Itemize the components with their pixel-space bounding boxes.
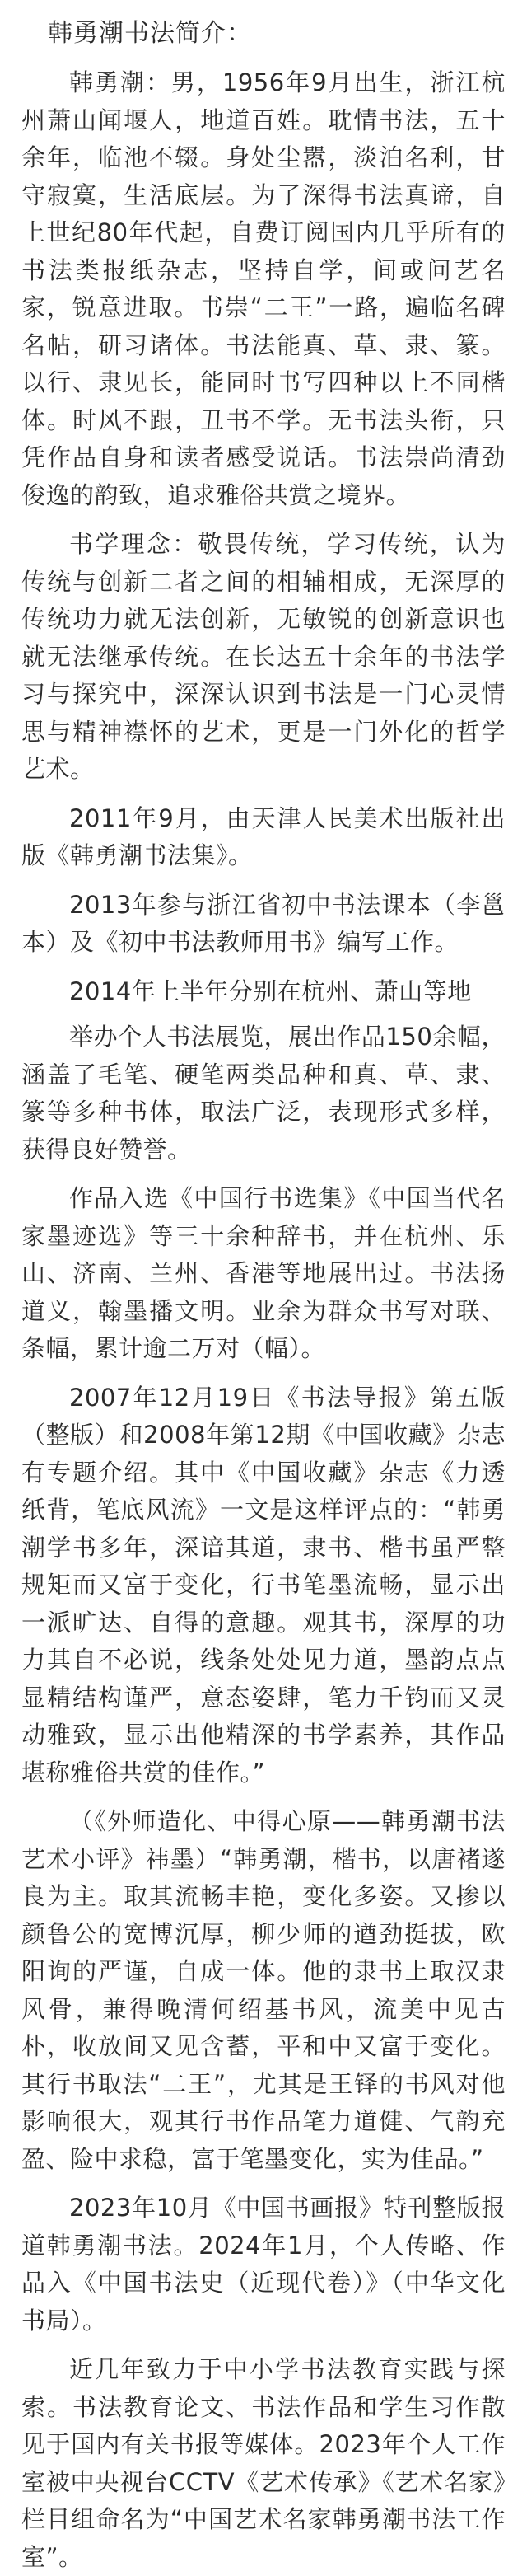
paragraph-biography: 韩勇潮：男，1956年9月出生，浙江杭州萧山闻堰人，地道百姓。耽情书法，五十余年，临池不辍。身处尘嚣，淡泊名利，甘守寂寞，生活底层。为了深得书法真谛，自上世纪80年代起，自费订阅国内几乎所有的书法类报纸杂志，坚持自学，间或问艺名家，锐意进取。书崇“二王”一路，遍临名碑名帖，研习诸体。书法能真、草、隶、篆。以行、隶见长，能同时书写四种以上不同楷体。时风不跟，丑书不学。无书法头衔，只凭作品自身和读者感受说话。书法崇尚清劲俊逸的韵致，追求雅俗共赏之境界。 (21, 68, 506, 509)
paragraph-2011-book: 2011年9月，由天津人民美术出版社出版《韩勇潮书法集》。 (21, 803, 506, 869)
paragraph-education: 近几年致力于中小学书法教育实践与探索。书法教育论文、书法作品和学生习作散见于国内有关书报等媒体。2023年个人工作室被中央视台CCTV《艺术传承》《艺术名家》栏目组命名为“中国艺术名家韩勇潮书法工作室”。 (21, 2355, 506, 2571)
paragraph-anthologies: 作品入选《中国行书选集》《中国当代名家墨迹选》等三十余种辞书，并在杭州、乐山、济南、兰州、香港等地展出过。书法扬道义，翰墨播文明。业余为群众书写对联、条幅，累计逾二万对（幅）。 (21, 1184, 506, 1362)
paragraph-press-2007-2008: 2007年12月19日《书法导报》第五版（整版）和2008年第12期《中国收藏》杂志有专题介绍。其中《中国收藏》杂志《力透纸背，笔底风流》一文是这样评点的：“韩勇潮学书多年，深谙其道，隶书、楷书虽严整规矩而又富于变化，行书笔墨流畅，显示出一派旷达、自得的意趣。观其书，深厚的功力其自不必说，线条处处见力道，墨韵点点显精结构谨严，意态姿肆，笔力千钧而又灵动雅致，显示出他精深的书学素养，其作品堪称雅俗共赏的佳作。” (21, 1383, 506, 1787)
paragraph-2014-exhibition: 举办个人书法展览，展出作品150余幅，涵盖了毛笔、硬笔两类品种和真、草、隶、篆等多种书体，取法广泛，表现形式多样，获得良好赞誉。 (21, 1023, 506, 1164)
paragraph-2014-locations: 2014年上半年分别在杭州、萧山等地 (69, 977, 472, 1005)
paragraph-philosophy: 书学理念：敬畏传统，学习传统，认为传统与创新二者之间的相辅相成，无深厚的传统功力就无法创新，无敏锐的创新意识也就无法继承传统。在长达五十余年的书法学习与探究中，深深认识到书法是一门心灵情思与精神襟怀的艺术，更是一门外化的哲学艺术。 (21, 530, 506, 783)
paragraph-2013-textbook: 2013年参与浙江省初中书法课本（李邕本）及《初中书法教师用书》编写工作。 (21, 890, 506, 956)
paragraph-2023-2024: 2023年10月《中国书画报》特刊整版报道韩勇潮书法。2024年1月，个人传略、作品入《中国书法史（近现代卷）》（中华文化书局）。 (21, 2194, 506, 2335)
paragraph-critique: （《外师造化、中得心原——韩勇潮书法艺术小评》祎墨）“韩勇潮，楷书，以唐褚遂良为主。取其流畅丰艳，变化多姿。又掺以颜鲁公的宽博沉厚，柳少师的遒劲挺拔，欧阳询的严谨，自成一体。他的隶书上取汉隶风骨，兼得晚清何绍基书风，流美中见古朴，收放间又见含蓄，平和中又富于变化。其行书取法“二王”，尤其是王铎的书风对他影响很大，观其行书作品笔力道健、气韵充盈、险中求稳，富于笔墨变化，实为佳品。” (21, 1807, 506, 2173)
article-title: 韩勇潮书法简介： (48, 19, 252, 48)
